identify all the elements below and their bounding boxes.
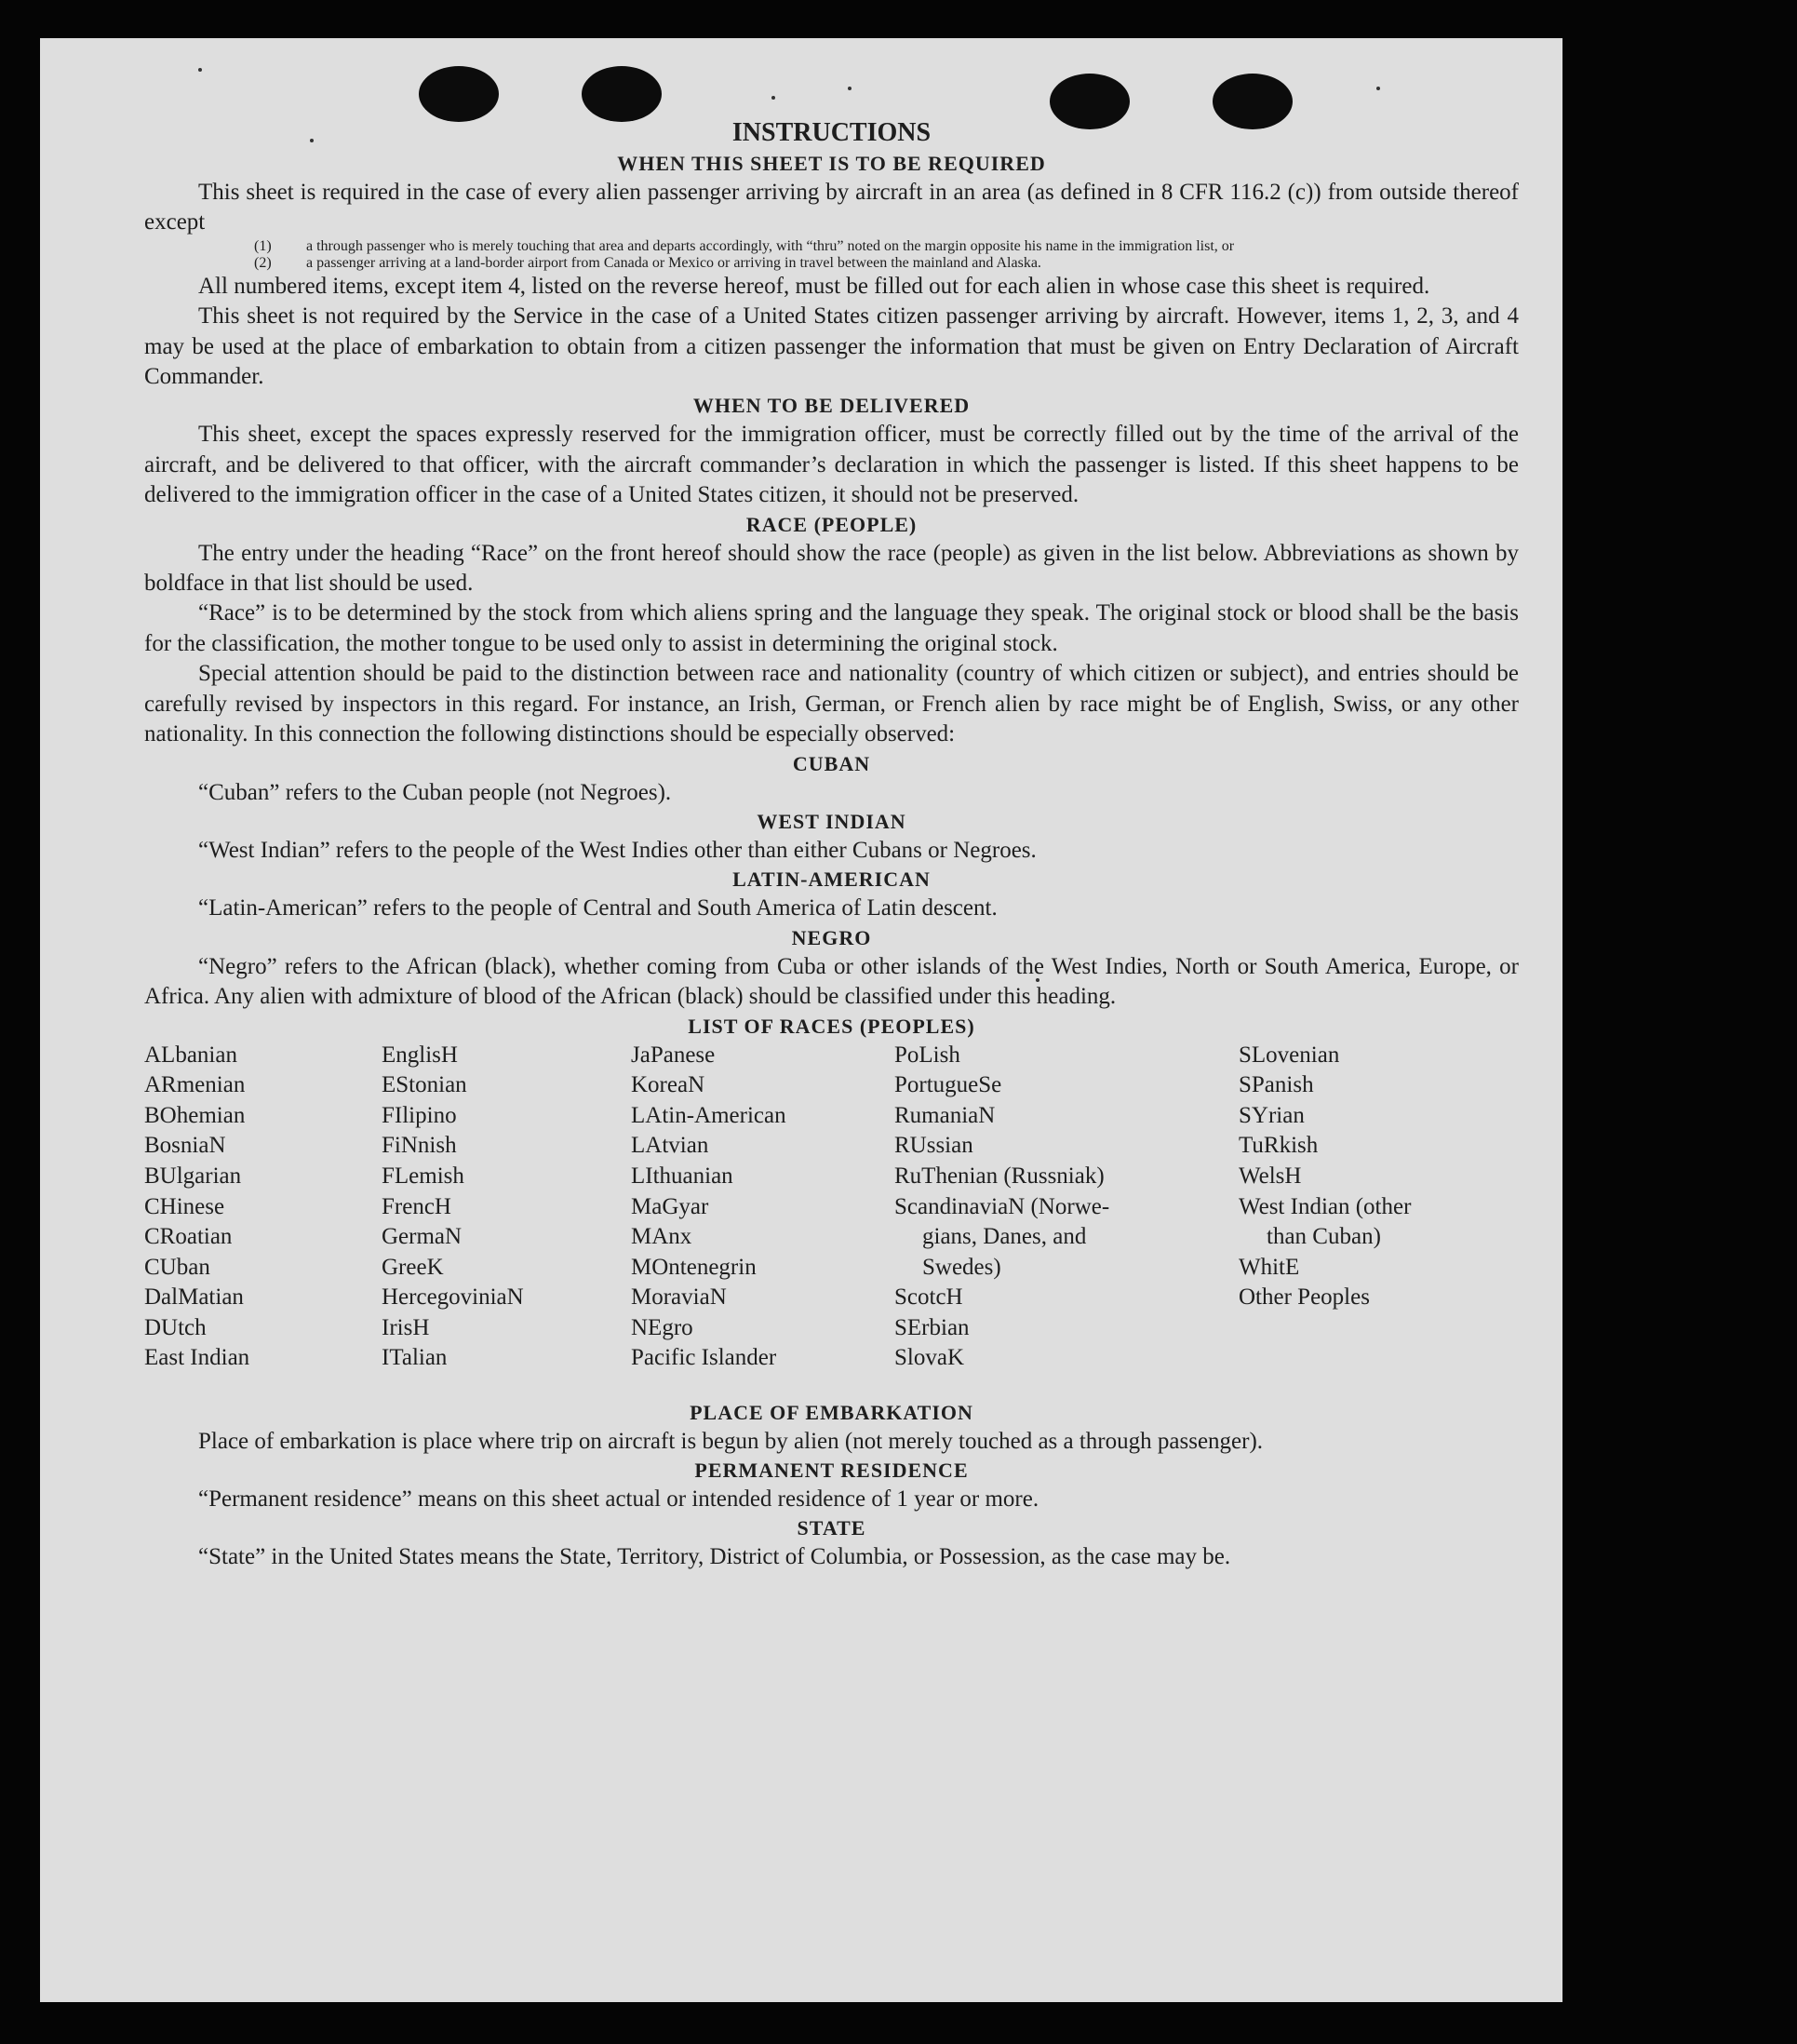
exception-item-2 [254, 255, 1519, 272]
race-entry: Pacific Islander [631, 1345, 777, 1371]
paragraph: The entry under the heading “Race” on the front hereof should show the race (people) as given in the list below. Abbreviations as shown by boldface in that list should be used. [144, 540, 1519, 597]
document-sheet [40, 38, 1562, 2002]
race-entry: LAtvian [631, 1133, 709, 1159]
race-entry: East Indian [144, 1345, 250, 1371]
race-entry: JaPanese [631, 1042, 716, 1068]
paragraph: “Permanent residence” means on this sheet actual or intended residence of 1 year or more. [198, 1486, 1039, 1512]
section-heading-cuban: CUBAN [792, 751, 871, 775]
race-entry: MAnx [631, 1224, 692, 1250]
item-text: a through passenger who is merely touching that area and departs accordingly, with “thru” noted on the margin opposite his name in the immigration list, or [306, 237, 1235, 254]
speck [198, 68, 202, 72]
race-entry-continued: than Cuban) [1267, 1224, 1381, 1250]
race-entry: SLovenian [1239, 1042, 1340, 1068]
race-entry: BUlgarian [144, 1163, 242, 1189]
section-heading-latin-american: LATIN-AMERICAN [732, 867, 931, 892]
race-entry: CUban [144, 1254, 210, 1280]
race-entry: DUtch [144, 1314, 207, 1340]
race-entry: IrisH [382, 1314, 430, 1340]
race-entry: SErbian [894, 1314, 970, 1340]
race-entry: West Indian (other [1239, 1193, 1412, 1219]
race-entry: ScotcH [894, 1284, 963, 1311]
race-entry: SPanish [1239, 1072, 1314, 1098]
paragraph: “West Indian” refers to the people of the West Indies other than either Cubans or Negroes. [198, 837, 1037, 863]
race-entry: MaGyar [631, 1193, 709, 1219]
race-column-1 [144, 1041, 249, 1375]
race-column-2 [382, 1041, 524, 1375]
paragraph: This sheet is not required by the Service in the case of a United States citizen passenger arriving by aircraft. However, items 1, 2, 3, and 4 may be used at the place of embarkation to obtain from a citizen passenger the information that must be given on Entry Declaration of Aircraft Commander. [144, 303, 1519, 390]
section-heading-embarkation: PLACE OF EMBARKATION [690, 1400, 973, 1424]
race-entry: SYrian [1239, 1102, 1305, 1128]
race-entry: RumaniaN [894, 1102, 996, 1128]
race-entry: WhitE [1239, 1254, 1300, 1280]
section-heading-state: STATE [797, 1516, 866, 1540]
paragraph: “Latin-American” refers to the people of Central and South America of Latin descent. [198, 895, 998, 921]
race-entry: RuThenian (Russniak) [894, 1163, 1105, 1189]
punch-hole-2 [582, 66, 662, 122]
race-column-4 [894, 1041, 1109, 1375]
race-entry: FIlipino [382, 1102, 457, 1128]
section-heading-permanent-residence: PERMANENT RESIDENCE [694, 1458, 969, 1482]
speck [1376, 87, 1380, 90]
race-entry: HercegoviniaN [382, 1284, 524, 1311]
section-heading-when-delivered: WHEN TO BE DELIVERED [692, 394, 971, 418]
punch-hole-1 [419, 66, 499, 122]
race-entry: DalMatian [144, 1284, 244, 1311]
race-entry: CHinese [144, 1193, 225, 1219]
race-entry: FrencH [382, 1193, 451, 1219]
paragraph: All numbered items, except item 4, listed on the reverse hereof, must be filled out for each alien in whose case this sheet is required. [198, 273, 1430, 299]
paragraph: “Negro” refers to the African (black), whether coming from Cuba or other islands of the West Indies, North or South America, Europe, or Africa. Any alien with admixture of blood of the African (black) should be classified under this heading. [144, 953, 1519, 1010]
race-entry-continued: Swedes) [922, 1254, 1001, 1280]
race-entry-continued: gians, Danes, and [922, 1224, 1087, 1250]
paragraph: Special attention should be paid to the distinction between race and nationality (country of which citizen or subject), and entries should be carefully revised by inspectors in this regard. For instance, an Irish, German, or French alien by race might be of English, Swiss, or any other nationality. In this connection the following distinctions should be especially observed: [144, 661, 1519, 747]
speck [848, 87, 852, 90]
item-number: (2) [254, 254, 272, 271]
paragraph: This sheet is required in the case of every alien passenger arriving by aircraft in an area (as defined in 8 CFR 116.2 (c)) from outside thereof except [144, 180, 1519, 235]
race-entry: Other Peoples [1239, 1284, 1370, 1311]
race-column-5 [1239, 1041, 1411, 1313]
race-entry: BOhemian [144, 1102, 246, 1128]
section-heading-race: RACE (PEOPLE) [745, 512, 918, 536]
race-column-3 [631, 1041, 786, 1375]
race-entry: LIthuanian [631, 1163, 733, 1189]
instructions-content [144, 116, 1519, 1573]
section-heading-list-of-races: LIST OF RACES (PEOPLES) [688, 1014, 975, 1038]
speck [771, 96, 775, 100]
race-entry: FLemish [382, 1163, 464, 1189]
page-title: INSTRUCTIONS [731, 118, 932, 147]
paragraph: “Race” is to be determined by the stock from which aliens spring and the language they speak. The original stock or blood shall be the basis for the classification, the mother tongue to be used only to assist in determining the original stock. [144, 600, 1519, 656]
race-entry: ALbanian [144, 1042, 237, 1068]
race-entry: EnglisH [382, 1042, 458, 1068]
race-list [144, 1041, 1519, 1399]
race-entry: EStonian [382, 1072, 467, 1098]
race-entry: ScandinaviaN (Norwe- [894, 1193, 1110, 1219]
race-entry: LAtin-American [631, 1102, 786, 1128]
race-entry: PortugueSe [894, 1072, 1002, 1098]
race-entry: MOntenegrin [631, 1254, 757, 1280]
race-entry: ARmenian [144, 1072, 246, 1098]
race-entry: WelsH [1239, 1163, 1302, 1189]
race-entry: TuRkish [1239, 1133, 1319, 1159]
race-entry: ITalian [382, 1345, 448, 1371]
item-number: (1) [254, 237, 272, 254]
exception-item-1 [254, 238, 1519, 255]
race-entry: KoreaN [631, 1072, 705, 1098]
item-text: a passenger arriving at a land-border airport from Canada or Mexico or arriving in travel between the mainland and Alaska. [306, 254, 1041, 271]
race-entry: GermaN [382, 1224, 463, 1250]
paragraph: This sheet, except the spaces expressly reserved for the immigration officer, must be correctly filled out by the time of the arrival of the aircraft, and be delivered to that officer, with the aircraft commander’s declaration in which the passenger is listed. If this sheet happens to be delivered to the immigration officer in the case of a United States citizen, it should not be preserved. [144, 422, 1519, 508]
section-heading-west-indian: WEST INDIAN [757, 809, 906, 833]
paragraph: “State” in the United States means the State, Territory, District of Columbia, or Possession, as the case may be. [198, 1544, 1231, 1570]
race-entry: FiNnish [382, 1133, 457, 1159]
race-entry: CRoatian [144, 1224, 233, 1250]
race-entry: RUssian [894, 1133, 973, 1159]
paragraph: Place of embarkation is place where trip on aircraft is begun by alien (not merely touched as a through passenger). [198, 1428, 1264, 1454]
race-entry: NEgro [631, 1314, 693, 1340]
race-entry: MoraviaN [631, 1284, 727, 1311]
race-entry: GreeK [382, 1254, 444, 1280]
race-entry: PoLish [894, 1042, 960, 1068]
race-entry: BosniaN [144, 1133, 226, 1159]
race-entry: SlovaK [894, 1345, 964, 1371]
paragraph: “Cuban” refers to the Cuban people (not Negroes). [198, 779, 672, 805]
section-heading-negro: NEGRO [791, 925, 872, 949]
section-heading-when-required: WHEN THIS SHEET IS TO BE REQUIRED [617, 152, 1046, 175]
